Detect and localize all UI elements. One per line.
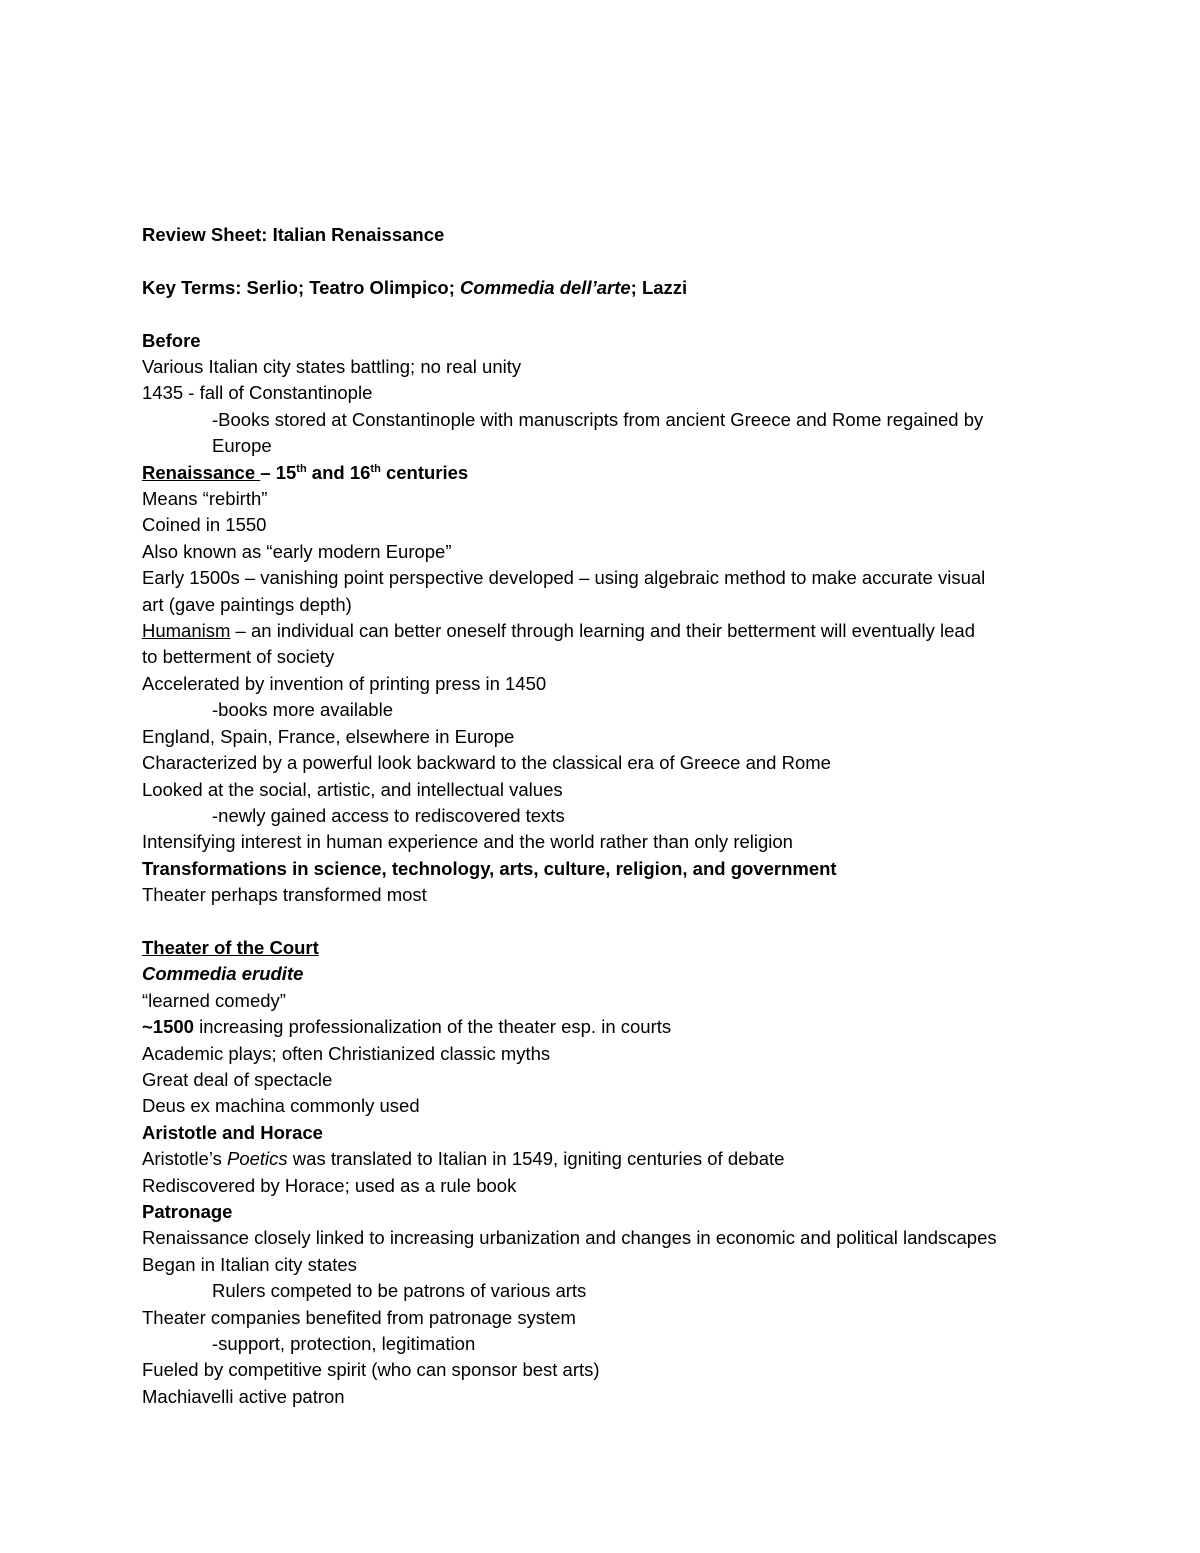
spacer (142, 248, 1062, 274)
text-line: Theater perhaps transformed most (142, 884, 427, 906)
ordinal-suffix: th (370, 462, 381, 475)
text-line: Fueled by competitive spirit (who can sponsor best arts) (142, 1359, 600, 1381)
humanism-term: Humanism (142, 620, 231, 642)
ordinal-suffix: th (296, 462, 307, 475)
text-line: Deus ex machina commonly used (142, 1095, 420, 1117)
poetics-title: Poetics (227, 1148, 288, 1170)
section-heading-renaissance (142, 460, 1062, 486)
text-line: Also known as “early modern Europe” (142, 540, 452, 562)
text-line: Rediscovered by Horace; used as a rule book (142, 1174, 517, 1196)
key-terms-line (142, 275, 1062, 301)
section-heading-aristotle: Aristotle and Horace (142, 1121, 323, 1143)
text-line: Machiavelli active patron (142, 1385, 345, 1407)
indented-line: -Books stored at Constantinople with manuscripts from ancient Greece and Rome regained by (212, 408, 984, 430)
renaissance-term: Renaissance (142, 461, 261, 483)
indented-line: -books more available (212, 699, 393, 721)
text-line: 1435 - fall of Constantinople (142, 382, 373, 404)
section-heading-court: Theater of the Court (142, 936, 319, 958)
subheading-commedia-erudite: Commedia erudite (142, 963, 304, 985)
text-line: Began in Italian city states (142, 1253, 357, 1275)
conjunction: and (306, 461, 350, 483)
text-line: art (gave paintings depth) (142, 593, 352, 615)
text-line (142, 1014, 1062, 1040)
document-title: Review Sheet: Italian Renaissance (142, 224, 445, 245)
line-rest: was translated to Italian in 1549, igniting centuries of debate (287, 1148, 785, 1170)
text-line: Early 1500s – vanishing point perspective developed – using algebraic method to make accurate visual (142, 567, 986, 589)
text-line: “learned comedy” (142, 989, 286, 1011)
section-heading-patronage: Patronage (142, 1200, 233, 1222)
text-line: Looked at the social, artistic, and intellectual values (142, 778, 563, 800)
text-line (142, 1146, 1062, 1172)
centuries-word: centuries (380, 461, 469, 483)
spacer (142, 909, 1062, 935)
text-line: to betterment of society (142, 646, 335, 668)
text-line: Great deal of spectacle (142, 1068, 333, 1090)
key-term-commedia: Commedia dell’arte (460, 276, 631, 298)
spacer (142, 301, 1062, 327)
century-16: 16 (349, 461, 371, 483)
bold-line: Transformations in science, technology, arts, culture, religion, and government (142, 857, 837, 879)
section-heading-before: Before (142, 329, 201, 351)
text-line: Accelerated by invention of printing press in 1450 (142, 672, 547, 694)
humanism-line (142, 618, 1062, 644)
text-line: Coined in 1550 (142, 514, 267, 536)
line-start: Aristotle’s (142, 1148, 227, 1170)
key-terms-rest: ; Lazzi (630, 276, 688, 298)
text-line: Intensifying interest in human experience and the world rather than only religion (142, 831, 793, 853)
year-1500: ~1500 (142, 1016, 194, 1038)
text-line: England, Spain, France, elsewhere in Europe (142, 725, 515, 747)
document-page (142, 222, 1062, 1410)
indented-line: -newly gained access to rediscovered texts (212, 804, 565, 826)
text-line: Characterized by a powerful look backward to the classical era of Greece and Rome (142, 752, 831, 774)
humanism-definition: – an individual can better oneself through learning and their betterment will eventually lead (230, 620, 976, 642)
century-15: 15 (275, 461, 297, 483)
text-line: Means “rebirth” (142, 488, 268, 510)
line-rest: increasing professionalization of the theater esp. in courts (193, 1016, 672, 1038)
text-line: Various Italian city states battling; no real unity (142, 356, 522, 377)
indented-line: -support, protection, legitimation (212, 1333, 476, 1355)
key-terms-label: Key Terms: Serlio; Teatro Olimpico; (142, 276, 455, 298)
text-line: Theater companies benefited from patronage system (142, 1306, 576, 1328)
text-line: Renaissance closely linked to increasing urbanization and changes in economic and political landscapes (142, 1227, 997, 1249)
text-line: Academic plays; often Christianized classic myths (142, 1042, 551, 1064)
dash: – (260, 461, 276, 483)
indented-line: Europe (212, 435, 272, 457)
indented-line: Rulers competed to be patrons of various arts (212, 1280, 587, 1302)
